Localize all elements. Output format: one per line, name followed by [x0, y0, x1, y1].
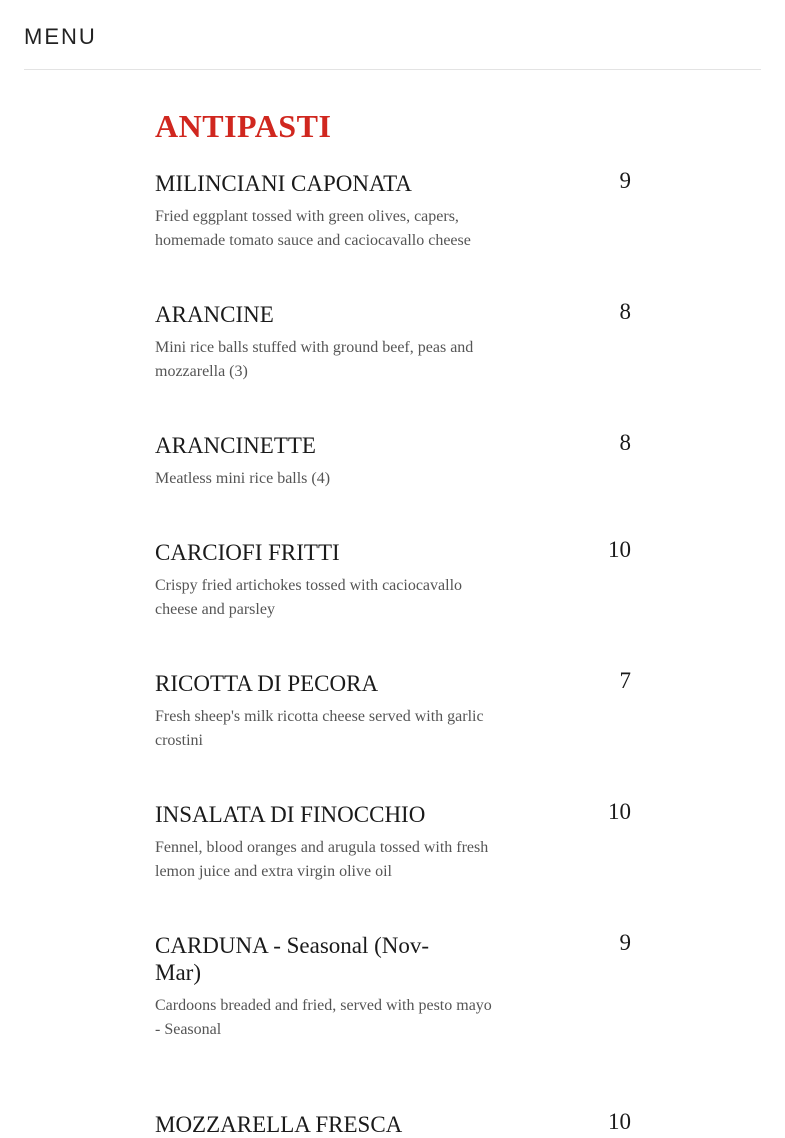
item-price: 10 [608, 799, 631, 824]
item-name: ARANCINE [155, 302, 274, 327]
item-price: 10 [608, 1109, 631, 1134]
menu-button[interactable]: MENU [24, 24, 97, 49]
item-name: RICOTTA DI PECORA [155, 671, 379, 696]
item-name: CARDUNA - Seasonal (Nov-Mar) [155, 933, 430, 985]
item-price: 7 [619, 668, 631, 693]
item-description: Crispy fried artichokes tossed with caciocavallo cheese and parsley [155, 577, 463, 618]
item-price: 8 [619, 299, 631, 324]
top-bar [24, 0, 761, 70]
item-description: Mini rice balls stuffed with ground beef, peas and mozzarella (3) [155, 339, 474, 380]
item-price: 9 [619, 168, 631, 193]
item-description: Fried eggplant tossed with green olives, capers, homemade tomato sauce and caciocavallo cheese [155, 208, 471, 249]
item-name: MILINCIANI CAPONATA [155, 171, 412, 196]
item-description: Fennel, blood oranges and arugula tossed with fresh lemon juice and extra virgin olive oil [155, 839, 489, 880]
item-name: ARANCINETTE [155, 433, 316, 458]
section-title-antipasti: ANTIPASTI [155, 108, 332, 144]
item-description: Meatless mini rice balls (4) [155, 470, 331, 487]
item-price: 8 [619, 430, 631, 455]
item-description: Cardoons breaded and fried, served with pesto mayo - Seasonal [155, 997, 492, 1038]
item-name: CARCIOFI FRITTI [155, 540, 340, 565]
item-price: 10 [608, 537, 631, 562]
item-name: INSALATA DI FINOCCHIO [155, 802, 426, 827]
item-name: MOZZARELLA FRESCA [155, 1112, 403, 1137]
item-description: Fresh sheep's milk ricotta cheese served with garlic crostini [155, 708, 484, 749]
item-price: 9 [619, 930, 631, 955]
